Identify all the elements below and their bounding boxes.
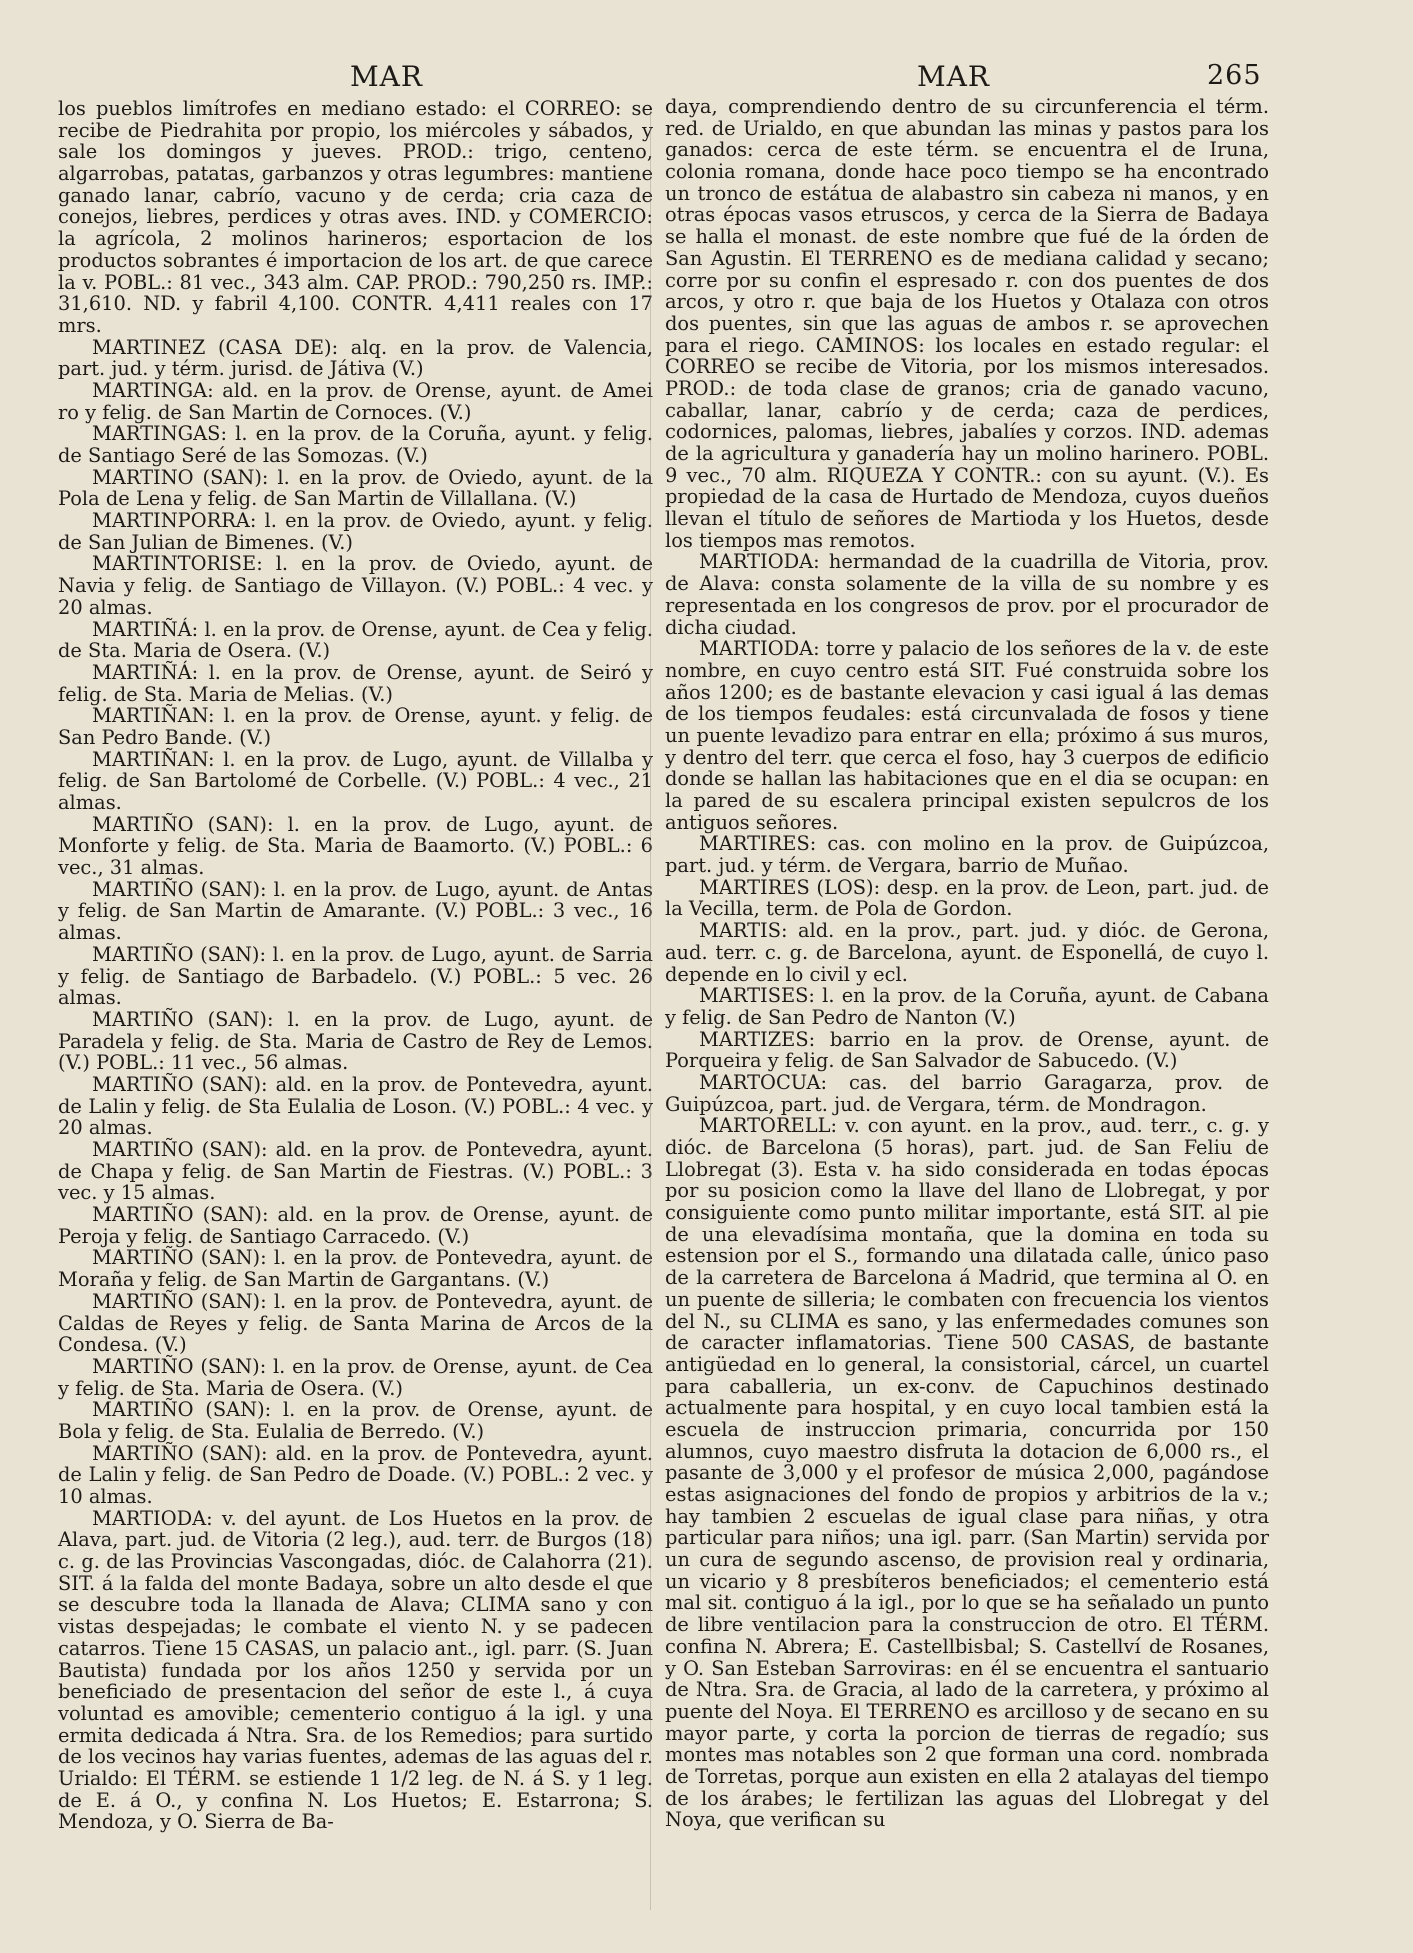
entry-martina-cea: MARTIÑÁ: l. en la prov. de Orense, ayunt. de Cea y felig. de Sta. Maria de Osera. (V.) — [58, 617, 653, 663]
entry-martinporra: MARTINPORRA: l. en la prov. de Oviedo, ayunt. y felig. de San Julian de Bimenes. (V.) — [58, 509, 653, 554]
entry-martino-bola: MARTIÑO (SAN): l. en la prov. de Orense, ayunt. de Bola y felig. de Sta. Eulalia de Berredo. (V.) — [58, 1398, 653, 1443]
paragraph-continuation: los pueblos limítrofes en mediano estado: el CORREO: se recibe de Piedrahita por propio, los miércoles y sábados, y sale los domingos y jueves. PROD.: trigo, centeno, algarrobas, patatas, garbanzos y otras legumbres: mantiene ganado lanar, cabrío, vacuno y de cerda; cria caza de conejos, liebres, perdices y otras aves. IND. y COMERCIO: la agrícola, 2 molinos harineros; esportacion de los productos sobrantes é importacion de los art. de que carece la v. POBL.: 81 vec., 343 alm. CAP. PROD.: 790,250 rs. IMP.: 31,610. ND. y fabril 4,100. CONTR. 4,411 reales con 17 mrs. — [58, 97, 653, 337]
entry-martorell: MARTORELL: v. con ayunt. en la prov., aud. terr., c. g. y dióc. de Barcelona (5 horas), part. jud. de San Feliu de Llobregat (3). Esta v. ha sido considerada en todas épocas por su posicion como la llave del llano de Llobregat, y por consiguiente como punto militar importante, está SIT. al pie de una elevadísima montaña, que la domina en toda su estension por el S., formando una dilatada calle, único paso de la carretera de Barcelona á Madrid, que termina al O. en un puente de silleria; le combaten con frecuencia los vientos del N., su CLIMA es sano, y las enfermedades comunes son de caracter inflamatorias. Tiene 500 CASAS, de bastante antigüedad en lo general, la consistorial, cárcel, un cuartel para caballeria, un ex-conv. de Capuchinos destinado actualmente para hospital, y en cuyo local tambien está la escuela de instruccion primaria, concurrida por 150 alumnos, cuyo maestro disfruta la dotacion de 6,000 rs., el pasante de 3,000 y el profesor de música 2,000, pagándose estas asignaciones del fondo de propios y arbitrios de la v.; hay tambien 2 escuelas de igual clase para niñas, y otra particular para niños; una igl. parr. (San Martin) servida por un cura de segundo ascenso, de provision real y ordinaria, un vicario y 8 presbíteros beneficiados; el cementerio está mal sit. contiguo á la igl., por lo que se ha señalado un punto de libre ventilacion para la construccion de otro. El TÉRM. confina N. Abrera; E. Castellbisbal; S. Castellví de Rosanes, y O. San Esteban Sarroviras: en él se encuentra el santuario de Ntra. Sra. de Gracia, al lado de la carretera, y próximo al puente del Noya. El TERRENO es arcilloso y de secano en su mayor parte, y corta la porcion de tierras de regadío; sus montes mas notables son 2 que forman una cord. nombrada de Torretas, porque aun existen en ella 2 atalayas del tiempo de los árabes; le fertilizan las aguas del Llobregat y del Noya, que verifican su — [665, 1114, 1269, 1832]
entry-martino-caldas: MARTIÑO (SAN): l. en la prov. de Pontevedra, ayunt. de Caldas de Reyes y felig. de Santa Marina de Arcos de la Condesa. (V.) — [58, 1289, 653, 1357]
entry-martino-peroja: MARTIÑO (SAN): ald. en la prov. de Orense, ayunt. de Peroja y felig. de Santiago Carracedo. (V.) — [58, 1203, 653, 1248]
entry-martinan-orense: MARTIÑAN: l. en la prov. de Orense, ayunt. y felig. de San Pedro Bande. (V.) — [58, 704, 653, 749]
entry-martino-monforte: MARTIÑO (SAN): l. en la prov. de Lugo, ayunt. de Monforte y felig. de Sta. Maria de Baamorto. (V.) POBL.: 6 vec., 31 almas. — [58, 812, 653, 880]
entry-martinga: MARTINGA: ald. en la prov. de Orense, ayunt. de Amei ro y felig. de San Martin de Cornoces. (V.) — [58, 378, 653, 424]
entry-martizes: MARTIZES: barrio en la prov. de Orense, ayunt. de Porqueira y felig. de San Salvador de Sabucedo. (V.) — [665, 1027, 1269, 1073]
column-divider — [650, 110, 651, 1910]
entry-martino: MARTINO (SAN): l. en la prov. de Oviedo, ayunt. de la Pola de Lena y felig. de San Martin de Villallana. (V.) — [58, 465, 653, 511]
entry-martina-seiro: MARTIÑÁ: l. en la prov. de Orense, ayunt. de Seiró y felig. de Sta. Maria de Melias. (V.) — [58, 660, 653, 706]
entry-martocua: MARTOCUA: cas. del barrio Garagarza, prov. de Guipúzcoa, part. jud. de Vergara, térm. de Mondragon. — [665, 1070, 1269, 1116]
entry-martino-paradela: MARTIÑO (SAN): l. en la prov. de Lugo, ayunt. de Paradela y felig. de Sta. Maria de Castro de Rey de Lemos. (V.) POBL.: 11 vec., 56 almas. — [58, 1007, 653, 1075]
entry-martires-los: MARTIRES (LOS): desp. en la prov. de Leon, part. jud. de la Vecilla, term. de Pola de Gordon. — [665, 875, 1269, 921]
entry-martino-lalin-loson: MARTIÑO (SAN): ald. en la prov. de Pontevedra, ayunt. de Lalin y felig. de Sta Eulalia de Loson. (V.) POBL.: 4 vec. y 20 almas. — [58, 1072, 653, 1140]
page-number: 265 — [1207, 60, 1262, 91]
entry-martino-chapa: MARTIÑO (SAN): ald. en la prov. de Pontevedra, ayunt. de Chapa y felig. de San Martin de Fiestras. (V.) POBL.: 3 vec. y 15 almas. — [58, 1138, 653, 1205]
left-column — [58, 98, 653, 1833]
entry-martioda-villa: MARTIODA: v. del ayunt. de Los Huetos en la prov. de Alava, part. jud. de Vitoria (2 leg.), aud. terr. de Burgos (18) c. g. de las Provincias Vascongadas, dióc. de Calahorra (21). SIT. á la falda del monte Badaya, sobre un alto desde el que se descubre toda la llanada de Alava; CLIMA sano y con vistas despejadas; le combate el viento N. y se padecen catarros. Tiene 15 CASAS, un palacio ant., igl. parr. (S. Juan Bautista) fundada por los años 1250 y servida por un beneficiado de presentacion del señor de este l., á cuya voluntad es amovible; cementerio contiguo á la igl. y una ermita dedicada á Ntra. Sra. de los Remedios; para surtido de los vecinos hay varias fuentes, ademas de las aguas del r. Urialdo: El TÉRM. se estiende 1 1/2 leg. de N. á S. y 1 leg. de E. á O., y confina N. Los Huetos; E. Estarrona; S. Mendoza, y O. Sierra de Ba- — [58, 1506, 653, 1834]
entry-martioda-torre: MARTIODA: torre y palacio de los señores de la v. de este nombre, en cuyo centro está SIT. Fué construida sobre los años 1200; es de bastante elevacion y casi igual á las demas de los tiempos feudales: está circunvalada de fosos y tiene un puente levadizo para entrar en ella; próximo á sus muros, y dentro del terr. que cerca el foso, hay 3 cuerpos de edificio donde se hallan las habitaciones que en el dia se ocupan: en la pared de su escalera principal existen sepulcros de los antiguos señores. — [665, 637, 1269, 834]
running-head-right: MAR — [917, 60, 990, 93]
entry-martis: MARTIS: ald. en la prov., part. jud. y dióc. de Gerona, aud. terr. c. g. de Barcelona, ayunt. de Esponellá, de cuyo l. depende en lo civil y ecl. — [665, 919, 1269, 986]
entry-martino-cea: MARTIÑO (SAN): l. en la prov. de Orense, ayunt. de Cea y felig. de Sta. Maria de Osera. (V.) — [58, 1354, 653, 1400]
entry-martingas: MARTINGAS: l. en la prov. de la Coruña, ayunt. y felig. de Santiago Seré de las Somozas. (V.) — [58, 422, 653, 467]
entry-martino-morana: MARTIÑO (SAN): l. en la prov. de Pontevedra, ayunt. de Moraña y felig. de San Martin de Gargantans. (V.) — [58, 1246, 653, 1292]
running-head-left: MAR — [350, 60, 423, 93]
entry-martino-antas: MARTIÑO (SAN): l. en la prov. de Lugo, ayunt. de Antas y felig. de San Martin de Amarante. (V.) POBL.: 3 vec., 16 almas. — [58, 877, 653, 945]
entry-martises: MARTISES: l. en la prov. de la Coruña, ayunt. de Cabana y felig. de San Pedro de Nanton (V.) — [665, 984, 1269, 1029]
right-column — [665, 96, 1269, 1831]
entry-martinan-lugo: MARTIÑAN: l. en la prov. de Lugo, ayunt. de Villalba y felig. de San Bartolomé de Corbelle. (V.) POBL.: 4 vec., 21 almas. — [58, 747, 653, 814]
entry-martino-sarria: MARTIÑO (SAN): l. en la prov. de Lugo, ayunt. de Sarria y felig. de Santiago de Barbadelo. (V.) POBL.: 5 vec. 26 almas. — [58, 942, 653, 1010]
entry-martino-lalin-doade: MARTIÑO (SAN): ald. en la prov. de Pontevedra, ayunt. de Lalin y felig. de San Pedro de Doade. (V.) POBL.: 2 vec. y 10 almas. — [58, 1441, 653, 1508]
entry-martintorise: MARTINTORISE: l. en la prov. de Oviedo, ayunt. de Navia y felig. de Santiago de Villayon. (V.) POBL.: 4 vec. y 20 almas. — [58, 552, 653, 619]
entry-martioda-hermandad: MARTIODA: hermandad de la cuadrilla de Vitoria, prov. de Alava: consta solamente de la villa de su nombre y es representada en los congresos de prov. por el procurador de dicha ciudad. — [665, 550, 1269, 639]
entry-martinez: MARTINEZ (CASA DE): alq. en la prov. de Valencia, part. jud. y térm. jurisd. de Játiva (V.) — [58, 335, 653, 381]
paragraph-continuation: daya, comprendiendo dentro de su circunferencia el térm. red. de Urialdo, en que abundan las minas y pastos para los ganados: cerca de este térm. se encuentra el de Iruna, colonia romana, donde hace poco tiempo se ha encontrado un tronco de estátua de alabastro sin cabeza ni manos, y en otras épocas vasos etruscos, y cerca de la Sierra de Badaya se halla el monast. de este nombre que fué de la órden de San Agustin. El TERRENO es de mediana calidad y secano; corre por su confin el espresado r. con dos puentes de dos arcos, y otro r. que baja de los Huetos y Otalaza con otros dos puentes, sin que las aguas de ambos r. se aprovechen para el riego. CAMINOS: los locales en estado regular: el CORREO se recibe de Vitoria, por los mismos interesados. PROD.: de toda clase de granos; cria de ganado vacuno, caballar, lanar, cabrío y de cerda; caza de perdices, codornices, palomas, liebres, jabalíes y corzos. IND. ademas de la agricultura y ganadería hay un molino harinero. POBL. 9 vec., 70 alm. RIQUEZA Y CONTR.: con su ayunt. (V.). Es propiedad de la casa de Hurtado de Mendoza, cuyos dueños llevan el título de señores de Martioda y los Huetos, desde los tiempos mas remotos. — [665, 95, 1269, 552]
entry-martires-cas: MARTIRES: cas. con molino en la prov. de Guipúzcoa, part. jud. y térm. de Vergara, barrio de Muñao. — [665, 832, 1269, 878]
